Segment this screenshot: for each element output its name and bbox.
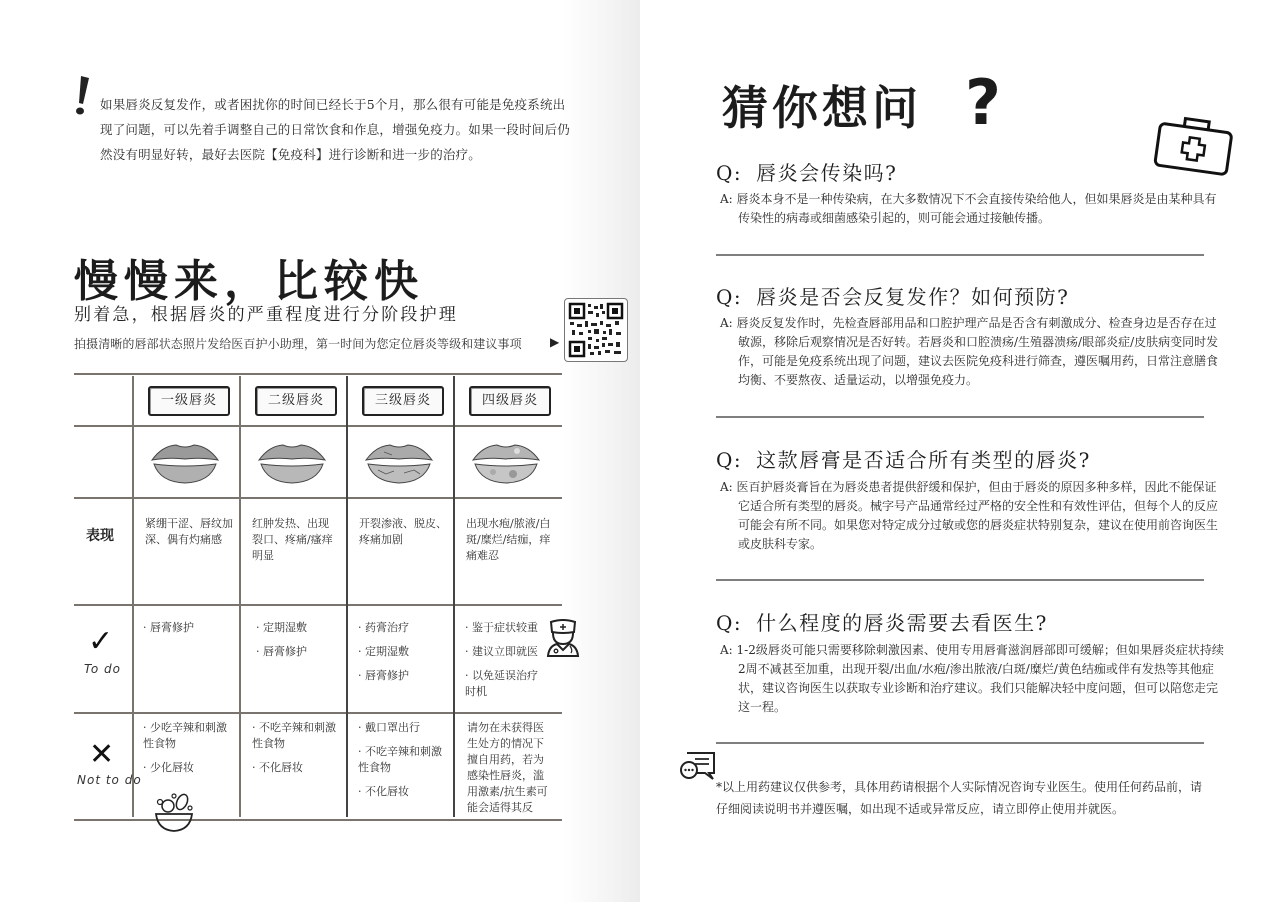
lips-grade-3-image (364, 440, 434, 486)
lips-grade-4-image (471, 440, 541, 486)
list-item: · 建议立即就医 (465, 645, 538, 658)
symptom-cell-3: 开裂渗液、脱皮、疼痛加剧 (359, 517, 447, 546)
section-title: 慢慢来，比较快 (74, 256, 424, 307)
faq-question-2: Q: 唇炎是否会反复发作？如何预防? (716, 285, 1070, 309)
lips-grade-2-image (257, 440, 327, 486)
table-line (74, 712, 562, 714)
section-subtitle: 别着急，根据唇炎的严重程度进行分阶段护理 (74, 305, 458, 325)
doctor-icon (545, 618, 581, 658)
list-item: · 不吃辛辣和刺激性食物 (358, 745, 442, 774)
exclamation-icon (72, 74, 92, 118)
todo-label: To do (84, 662, 121, 676)
symptom-cell-4: 出现水疱/脓液/白斑/糜烂/结痂，痒痛难忍 (466, 517, 551, 562)
list-item: · 少吃辛辣和刺激性食物 (143, 721, 227, 750)
list-item: 请勿在未获得医生处方的情况下擅自用药，若为感染性唇炎，滥用激素/抗生素可能会适得其反 (467, 721, 548, 814)
faq-answer-2: A: 唇炎反复发作时，先检查唇部用品和口腔护理产品是否含有刺激成分、检查身边是否存在过敏源，移除后观察情况是否好转。若唇炎和口腔溃疡/生殖器溃疡/眼部炎症/皮肤病变同时发作，可能是免疫系统出现了问题，建议去医院免疫科进行筛查，遵医嘱用药，日常注意膳食均衡、不要熬夜、适量运动，以增强免疫力。 (720, 316, 1219, 387)
table-col-line (239, 376, 241, 817)
todo-cell-2 (256, 620, 342, 668)
list-item: · 不吃辛辣和刺激性食物 (252, 721, 336, 750)
not-todo-cell-2 (252, 720, 338, 784)
todo-cell-3 (358, 620, 446, 692)
food-bowl-icon (152, 790, 196, 834)
list-item: · 定期湿敷 (358, 645, 409, 658)
list-item: · 唇膏修护 (358, 669, 409, 682)
divider (716, 579, 1204, 581)
not-todo-cell-3 (358, 720, 446, 808)
divider (716, 742, 1204, 744)
cross-icon: ✕ (89, 737, 115, 772)
list-item: · 唇膏修护 (143, 621, 194, 634)
list-item: · 少化唇妆 (143, 761, 194, 774)
table-bottom-line (74, 819, 562, 821)
arrow-right-icon: ▶ (550, 335, 560, 349)
faq-title: 猜你想问 (722, 81, 922, 135)
not-todo-label: Not to do (77, 773, 142, 787)
list-item: · 戴口罩出行 (358, 721, 420, 734)
list-item: · 定期湿敷 (256, 621, 307, 634)
list-item: · 不化唇妆 (358, 785, 409, 798)
list-item: · 以免延误治疗时机 (465, 669, 538, 698)
divider (716, 416, 1204, 418)
faq-answer-4: A: 1-2级唇炎可能只需要移除刺激因素、使用专用唇膏滋润唇部即可缓解；但如果唇炎症状持续2周不减甚至加重，出现开裂/出血/水疱/渗出脓液/白斑/糜烂/黄色结痂或伴有发热等其他症状，建议咨询医生以获取专业诊断和治疗建议。我们只能解决轻中度问题，但可以陪您走完这一程。 (720, 643, 1224, 714)
faq-answer-1: A: 唇炎本身不是一种传染病，在大多数情况下不会直接传染给他人，但如果唇炎是由某种具有传染性的病毒或细菌感染引起的，则可能会通过接触传播。 (720, 192, 1217, 225)
grade-badge-2: 二级唇炎 (255, 386, 337, 416)
not-todo-cell-4 (467, 720, 553, 816)
not-todo-cell-1 (143, 720, 235, 784)
symptom-cell-1: 紧绷干涩、唇纹加深、偶有灼痛感 (145, 517, 233, 546)
list-item: · 药膏治疗 (358, 621, 409, 634)
grade-badge-1: 一级唇炎 (148, 386, 230, 416)
table-col-line (346, 376, 348, 817)
tip-text: 如果唇炎反复发作，或者困扰你的时间已经长于5个月，那么很有可能是免疫系统出现了问题，可以先着手调整自己的日常饮食和作息，增强免疫力。如果一段时间后仍然没有明显好转，最好去医院【免疫科】进行诊断和进一步的治疗。 (100, 97, 570, 162)
todo-cell-1 (143, 620, 235, 644)
divider (716, 254, 1204, 256)
symptom-cell-2: 红肿发热、出现裂口、疼痛/瘙痒明显 (252, 517, 333, 562)
faq-question-3: Q: 这款唇膏是否适合所有类型的唇炎? (716, 448, 1091, 472)
grade-badge-3: 三级唇炎 (362, 386, 444, 416)
faq-question-1: Q: 唇炎会传染吗? (716, 161, 898, 185)
first-aid-kit-icon (1152, 112, 1236, 176)
table-line (74, 604, 562, 606)
table-line (74, 497, 562, 499)
checkmark-icon: ✓ (88, 624, 114, 659)
chat-bubble-icon (679, 751, 717, 781)
todo-cell-4 (465, 620, 547, 708)
list-item: · 唇膏修护 (256, 645, 307, 658)
row-label-symptoms: 表现 (86, 528, 114, 544)
faq-question-4: Q: 什么程度的唇炎需要去看医生? (716, 611, 1048, 635)
list-item: · 鉴于症状较重 (465, 621, 538, 634)
grade-badge-4: 四级唇炎 (469, 386, 551, 416)
faq-answer-3: A: 医百护唇炎膏旨在为唇炎患者提供舒缓和保护，但由于唇炎的原因多种多样，因此不能保证它适合所有类型的唇炎。械字号产品通常经过严格的安全性和有效性评估，但每个人的反应可能会有所不同。如果您对特定成分过敏或您的唇炎症状特别复杂，建议在使用前咨询医生或皮肤科专家。 (720, 480, 1219, 551)
table-top-line (74, 373, 562, 375)
disclaimer-footnote: *以上用药建议仅供参考，具体用药请根据个人实际情况咨询专业医生。使用任何药品前，请仔细阅读说明书并遵医嘱，如出现不适或异常反应，请立即停止使用并就医。 (716, 780, 1203, 816)
table-line (74, 425, 562, 427)
hint-text: 拍摄清晰的唇部状态照片发给医百护小助理，第一时间为您定位唇炎等级和建议事项 (74, 337, 522, 351)
table-col-line (453, 376, 455, 817)
qr-code-icon[interactable] (564, 298, 628, 362)
table-col-line (132, 376, 134, 817)
list-item: · 不化唇妆 (252, 761, 303, 774)
question-mark-icon: ? (965, 66, 1001, 139)
lips-grade-1-image (150, 440, 220, 486)
